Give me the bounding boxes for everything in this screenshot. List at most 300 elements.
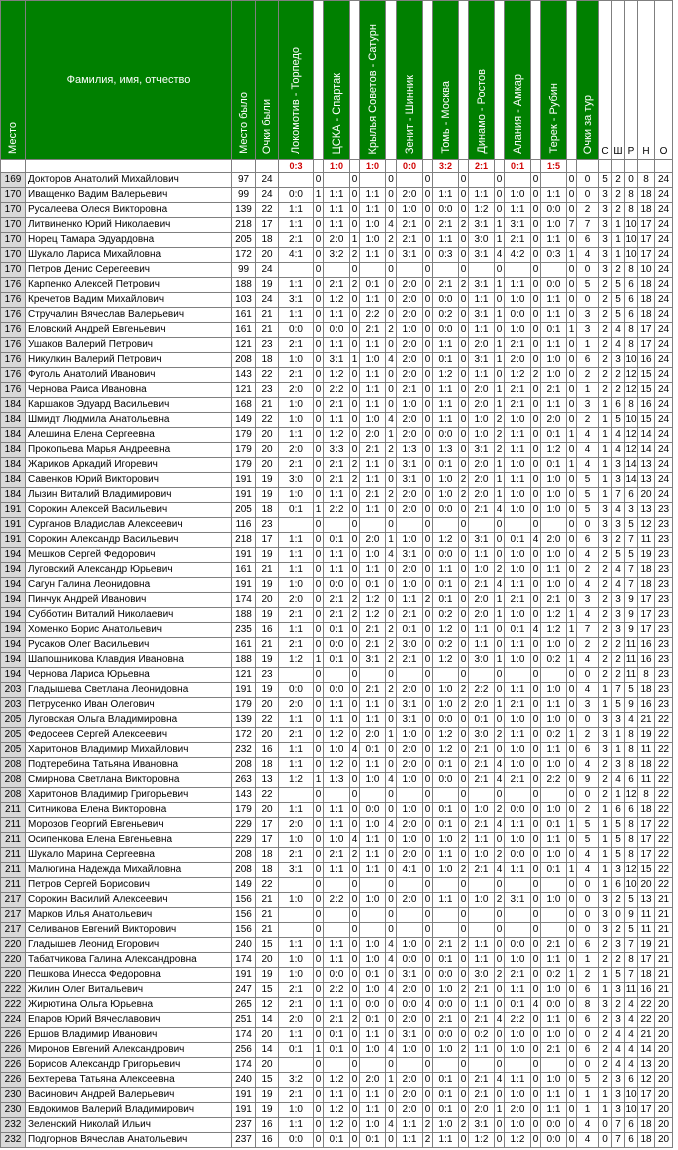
name-cell: Федосеев Сергей Алексеевич <box>26 728 232 743</box>
bonus-5: 0 <box>459 953 469 968</box>
bonus-3: 0 <box>386 368 397 383</box>
n-cell: 19 <box>638 548 655 563</box>
r-cell: 12 <box>625 788 638 803</box>
bonus-5: 0 <box>459 818 469 833</box>
bonus-5: 0 <box>459 368 469 383</box>
tour-points-cell: 4 <box>577 1133 599 1148</box>
bonus-8: 0 <box>567 503 577 518</box>
bonus-3: 0 <box>386 173 397 188</box>
bonus-6: 1 <box>495 398 505 413</box>
o-cell: 20 <box>655 1118 673 1133</box>
table-row <box>1 608 673 623</box>
bonus-7: 0 <box>531 698 541 713</box>
points-before-cell: 20 <box>256 698 279 713</box>
name-cell: Харитонов Владимир Михайлович <box>26 743 232 758</box>
bonus-3: 0 <box>386 203 397 218</box>
bonus-2: 0 <box>350 983 360 998</box>
prediction-5: 2:1 <box>433 1013 459 1028</box>
bonus-6: 0 <box>495 293 505 308</box>
prediction-7: 4:2 <box>505 248 531 263</box>
header-row <box>1 1 673 160</box>
tour-points-cell: 9 <box>577 773 599 788</box>
rank-cell: 222 <box>1 983 26 998</box>
bonus-7: 0 <box>531 743 541 758</box>
prediction-4: 1:0 <box>397 533 423 548</box>
prediction-5: 1:2 <box>433 728 459 743</box>
prediction-4: 2:0 <box>397 848 423 863</box>
prediction-6: 2:1 <box>469 773 495 788</box>
bonus-8: 0 <box>567 353 577 368</box>
prediction-5: 1:0 <box>433 683 459 698</box>
prediction-3: 1:0 <box>360 893 386 908</box>
place-before-cell: 161 <box>232 308 256 323</box>
r-cell: 4 <box>625 1058 638 1073</box>
bonus-8: 0 <box>567 893 577 908</box>
rank-cell: 211 <box>1 863 26 878</box>
bonus-5: 0 <box>459 848 469 863</box>
prediction-8: 2:0 <box>541 533 567 548</box>
bonus-8: 0 <box>567 398 577 413</box>
prediction-8: 2:1 <box>541 593 567 608</box>
prediction-8 <box>541 908 567 923</box>
sh-cell: 2 <box>612 188 625 203</box>
table-row <box>1 863 673 878</box>
bonus-7: 0 <box>531 1088 541 1103</box>
points-before-cell: 20 <box>256 428 279 443</box>
bonus-6: 1 <box>495 353 505 368</box>
c-cell: 1 <box>599 833 612 848</box>
rank-cell: 191 <box>1 518 26 533</box>
prediction-8: 1:0 <box>541 893 567 908</box>
prediction-5: 1:2 <box>433 533 459 548</box>
points-before-cell: 24 <box>256 263 279 278</box>
tour-points-cell: 1 <box>577 1103 599 1118</box>
prediction-2: 2:2 <box>324 503 350 518</box>
bonus-2: 0 <box>350 563 360 578</box>
bonus-6: 0 <box>495 323 505 338</box>
place-before-cell: 208 <box>232 863 256 878</box>
prediction-2: 3:3 <box>324 443 350 458</box>
table-row <box>1 623 673 638</box>
prediction-6: 1:1 <box>469 1043 495 1058</box>
n-cell: 8 <box>638 173 655 188</box>
bonus-3: 0 <box>386 263 397 278</box>
prediction-1: 1:2 <box>279 773 314 788</box>
bonus-5: 0 <box>459 923 469 938</box>
prediction-4 <box>397 788 423 803</box>
bonus-8: 0 <box>567 533 577 548</box>
bonus-4: 0 <box>423 263 433 278</box>
rank-cell: 194 <box>1 653 26 668</box>
prediction-3 <box>360 908 386 923</box>
bonus-1: 0 <box>314 623 324 638</box>
bonus-6: 0 <box>495 1043 505 1058</box>
bonus-8: 0 <box>567 833 577 848</box>
bonus-5: 0 <box>459 353 469 368</box>
prediction-2: 1:1 <box>324 953 350 968</box>
place-before-cell: 174 <box>232 593 256 608</box>
name-cell: Петров Денис Серегеевич <box>26 263 232 278</box>
prediction-4: 3:1 <box>397 713 423 728</box>
bonus-1: 0 <box>314 353 324 368</box>
tour-points-cell: 6 <box>577 1043 599 1058</box>
place-before-cell: 263 <box>232 773 256 788</box>
prediction-3: 1:0 <box>360 413 386 428</box>
bonus-7: 0 <box>531 458 541 473</box>
bonus-8: 0 <box>567 683 577 698</box>
prediction-7: 1:0 <box>505 413 531 428</box>
prediction-2: 1:1 <box>324 338 350 353</box>
table-row <box>1 953 673 968</box>
tour-points-cell: 1 <box>577 953 599 968</box>
place-before-cell: 156 <box>232 893 256 908</box>
c-cell: 2 <box>599 293 612 308</box>
sh-cell: 7 <box>612 1133 625 1148</box>
prediction-3: 0:1 <box>360 743 386 758</box>
points-before-cell: 16 <box>256 743 279 758</box>
n-cell: 18 <box>638 308 655 323</box>
name-cell: Докторов Анатолий Михайлович <box>26 173 232 188</box>
prediction-8: 0:1 <box>541 863 567 878</box>
prediction-3: 2:1 <box>360 623 386 638</box>
bonus-4: 0 <box>423 1013 433 1028</box>
points-before-cell: 19 <box>256 968 279 983</box>
sh-cell: 2 <box>612 668 625 683</box>
sh-cell: 2 <box>612 263 625 278</box>
place-before-cell: 168 <box>232 398 256 413</box>
prediction-7: 1:2 <box>505 1133 531 1148</box>
bonus-1: 0 <box>314 548 324 563</box>
prediction-1: 2:0 <box>279 383 314 398</box>
prediction-4: 0:0 <box>397 998 423 1013</box>
rank-cell: 208 <box>1 788 26 803</box>
prediction-8: 1:1 <box>541 698 567 713</box>
bonus-4: 0 <box>423 518 433 533</box>
prediction-2: 0:1 <box>324 1133 350 1148</box>
o-cell: 24 <box>655 398 673 413</box>
bonus-4: 0 <box>423 623 433 638</box>
match-result-5: 3:2 <box>433 160 459 173</box>
prediction-8: 1:2 <box>541 443 567 458</box>
bonus-2: 0 <box>350 623 360 638</box>
c-cell: 3 <box>599 503 612 518</box>
points-before-cell: 21 <box>256 398 279 413</box>
bonus-6: 2 <box>495 728 505 743</box>
match-result-3: 1:0 <box>360 160 386 173</box>
tour-points-cell: 4 <box>577 578 599 593</box>
name-cell: Никулкин Валерий Петрович <box>26 353 232 368</box>
tour-points-cell: 2 <box>577 803 599 818</box>
bonus-5: 2 <box>459 833 469 848</box>
prediction-2: 2:2 <box>324 383 350 398</box>
bonus-8: 0 <box>567 668 577 683</box>
rank-cell: 211 <box>1 803 26 818</box>
bonus-6: 1 <box>495 458 505 473</box>
n-cell: 12 <box>638 1073 655 1088</box>
points-before-cell: 12 <box>256 998 279 1013</box>
table-row <box>1 1058 673 1073</box>
header-match-6: Динамо - Ростов <box>469 1 495 160</box>
bonus-8: 0 <box>567 548 577 563</box>
prediction-7: 1:1 <box>505 203 531 218</box>
bonus-3: 4 <box>386 818 397 833</box>
points-before-cell: 22 <box>256 413 279 428</box>
prediction-3: 0:1 <box>360 1013 386 1028</box>
r-cell: 4 <box>625 1043 638 1058</box>
bonus-2: 4 <box>350 833 360 848</box>
place-before-cell: 251 <box>232 1013 256 1028</box>
o-cell: 22 <box>655 758 673 773</box>
sh-cell: 1 <box>612 788 625 803</box>
bonus-1: 0 <box>314 218 324 233</box>
prediction-6: 2:0 <box>469 473 495 488</box>
r-cell: 14 <box>625 458 638 473</box>
prediction-2: 1:2 <box>324 428 350 443</box>
place-before-cell: 188 <box>232 278 256 293</box>
c-cell: 3 <box>599 713 612 728</box>
o-cell: 23 <box>655 608 673 623</box>
prediction-3: 1:1 <box>360 398 386 413</box>
rank-cell: 208 <box>1 773 26 788</box>
bonus-4: 0 <box>423 248 433 263</box>
bonus-8: 0 <box>567 473 577 488</box>
rank-cell: 222 <box>1 998 26 1013</box>
o-cell: 22 <box>655 818 673 833</box>
table-row <box>1 398 673 413</box>
tour-points-cell: 2 <box>577 638 599 653</box>
sh-cell: 3 <box>612 938 625 953</box>
tour-points-cell: 6 <box>577 233 599 248</box>
points-before-cell: 17 <box>256 533 279 548</box>
prediction-4: 2:0 <box>397 188 423 203</box>
prediction-1: 1:1 <box>279 218 314 233</box>
bonus-5: 2 <box>459 1118 469 1133</box>
bonus-7: 0 <box>531 773 541 788</box>
bonus-2: 0 <box>350 548 360 563</box>
sh-cell: 4 <box>612 338 625 353</box>
r-cell: 10 <box>625 1088 638 1103</box>
prediction-7: 1:0 <box>505 1043 531 1058</box>
prediction-5 <box>433 923 459 938</box>
bonus-2: 1 <box>350 353 360 368</box>
bonus-8: 0 <box>567 848 577 863</box>
prediction-7: 1:1 <box>505 728 531 743</box>
rank-cell: 220 <box>1 953 26 968</box>
bonus-6: 1 <box>495 608 505 623</box>
o-cell: 20 <box>655 1133 673 1148</box>
prediction-6 <box>469 173 495 188</box>
n-cell: 16 <box>638 638 655 653</box>
bonus-3: 0 <box>386 1088 397 1103</box>
r-cell: 5 <box>625 683 638 698</box>
n-cell: 13 <box>638 473 655 488</box>
bonus-3: 4 <box>386 1118 397 1133</box>
table-row <box>1 908 673 923</box>
points-before-cell: 21 <box>256 893 279 908</box>
bonus-6: 2 <box>495 848 505 863</box>
prediction-3 <box>360 923 386 938</box>
name-cell: Лызин Виталий Владимирович <box>26 488 232 503</box>
name-cell: Пешкова Инесса Федоровна <box>26 968 232 983</box>
prediction-5: 0:0 <box>433 503 459 518</box>
tour-points-cell: 4 <box>577 653 599 668</box>
bonus-7: 0 <box>531 863 541 878</box>
bonus-5: 0 <box>459 728 469 743</box>
bonus-4: 0 <box>423 878 433 893</box>
prediction-5: 0:1 <box>433 953 459 968</box>
rank-cell: 224 <box>1 1013 26 1028</box>
rank-cell: 194 <box>1 593 26 608</box>
n-cell: 15 <box>638 368 655 383</box>
rank-cell: 176 <box>1 353 26 368</box>
tour-points-cell: 4 <box>577 848 599 863</box>
c-cell: 1 <box>599 818 612 833</box>
bonus-1: 1 <box>314 188 324 203</box>
prediction-7: 1:0 <box>505 608 531 623</box>
prediction-3: 1:1 <box>360 1103 386 1118</box>
prediction-8 <box>541 878 567 893</box>
header-gap <box>423 1 433 160</box>
r-cell: 9 <box>625 623 638 638</box>
prediction-6: 3:1 <box>469 1118 495 1133</box>
sh-cell: 2 <box>612 173 625 188</box>
n-cell: 19 <box>638 938 655 953</box>
prediction-7: 1:0 <box>505 323 531 338</box>
prediction-2: 1:1 <box>324 1088 350 1103</box>
rank-cell: 176 <box>1 383 26 398</box>
points-before-cell: 22 <box>256 203 279 218</box>
bonus-7: 0 <box>531 338 541 353</box>
bonus-1: 0 <box>314 413 324 428</box>
prediction-8: 1:2 <box>541 608 567 623</box>
rank-cell: 176 <box>1 338 26 353</box>
results-blank <box>495 160 505 173</box>
rank-cell: 194 <box>1 638 26 653</box>
prediction-3 <box>360 1058 386 1073</box>
points-before-cell: 21 <box>256 323 279 338</box>
sh-cell: 2 <box>612 203 625 218</box>
c-cell: 2 <box>599 563 612 578</box>
c-cell: 2 <box>599 308 612 323</box>
sh-cell: 4 <box>612 443 625 458</box>
prediction-4: 2:1 <box>397 218 423 233</box>
tour-points-cell: 0 <box>577 188 599 203</box>
prediction-2: 2:1 <box>324 473 350 488</box>
results-blank <box>625 160 638 173</box>
table-row <box>1 1073 673 1088</box>
prediction-5: 0:0 <box>433 323 459 338</box>
place-before-cell: 174 <box>232 1058 256 1073</box>
o-cell: 22 <box>655 743 673 758</box>
prediction-3: 1:1 <box>360 293 386 308</box>
prediction-4: 2:0 <box>397 488 423 503</box>
prediction-8: 1:0 <box>541 473 567 488</box>
bonus-2: 0 <box>350 788 360 803</box>
prediction-6: 2:0 <box>469 488 495 503</box>
prediction-6: 1:1 <box>469 833 495 848</box>
prediction-7: 1:1 <box>505 428 531 443</box>
prediction-4: 1:3 <box>397 443 423 458</box>
bonus-5: 0 <box>459 1103 469 1118</box>
place-before-cell: 161 <box>232 638 256 653</box>
n-cell: 13 <box>638 503 655 518</box>
place-before-cell: 265 <box>232 998 256 1013</box>
prediction-4: 1:0 <box>397 773 423 788</box>
points-before-cell: 14 <box>256 1043 279 1058</box>
bonus-8: 0 <box>567 743 577 758</box>
bonus-5: 0 <box>459 1058 469 1073</box>
c-cell: 1 <box>599 443 612 458</box>
bonus-4: 0 <box>423 323 433 338</box>
bonus-8: 0 <box>567 938 577 953</box>
bonus-3: 0 <box>386 848 397 863</box>
prediction-1: 0:0 <box>279 323 314 338</box>
c-cell: 3 <box>599 743 612 758</box>
prediction-1: 3:2 <box>279 1073 314 1088</box>
bonus-6: 0 <box>495 1118 505 1133</box>
prediction-8: 0:0 <box>541 278 567 293</box>
c-cell: 2 <box>599 593 612 608</box>
rank-cell: 176 <box>1 368 26 383</box>
name-cell: Петрусенко Иван Олегович <box>26 698 232 713</box>
n-cell: 8 <box>638 668 655 683</box>
n-cell: 18 <box>638 758 655 773</box>
prediction-7: 1:0 <box>505 548 531 563</box>
bonus-2: 2 <box>350 278 360 293</box>
r-cell: 14 <box>625 473 638 488</box>
prediction-6 <box>469 668 495 683</box>
c-cell: 2 <box>599 1058 612 1073</box>
place-before-cell: 191 <box>232 488 256 503</box>
prediction-8: 0:1 <box>541 818 567 833</box>
place-before-cell: 143 <box>232 788 256 803</box>
c-cell: 1 <box>599 488 612 503</box>
bonus-8: 1 <box>567 653 577 668</box>
prediction-8: 0:2 <box>541 968 567 983</box>
points-before-cell: 16 <box>256 1118 279 1133</box>
o-cell: 24 <box>655 458 673 473</box>
bonus-8: 0 <box>567 338 577 353</box>
prediction-7: 2:1 <box>505 338 531 353</box>
bonus-7: 0 <box>531 1133 541 1148</box>
o-cell: 23 <box>655 578 673 593</box>
bonus-1: 0 <box>314 848 324 863</box>
prediction-3: 1:0 <box>360 818 386 833</box>
bonus-6: 2 <box>495 413 505 428</box>
bonus-8: 0 <box>567 878 577 893</box>
prediction-8: 1:0 <box>541 488 567 503</box>
n-cell: 17 <box>638 953 655 968</box>
table-row <box>1 1013 673 1028</box>
bonus-6: 1 <box>495 698 505 713</box>
bonus-4: 0 <box>423 173 433 188</box>
o-cell: 24 <box>655 248 673 263</box>
bonus-6: 2 <box>495 443 505 458</box>
bonus-3: 0 <box>386 833 397 848</box>
prediction-6: 3:1 <box>469 533 495 548</box>
prediction-7: 1:1 <box>505 278 531 293</box>
prediction-8: 0:1 <box>541 428 567 443</box>
bonus-2: 0 <box>350 413 360 428</box>
table-row <box>1 173 673 188</box>
c-cell: 2 <box>599 353 612 368</box>
table-row <box>1 443 673 458</box>
bonus-2: 0 <box>350 518 360 533</box>
n-cell: 13 <box>638 458 655 473</box>
bonus-7: 0 <box>531 968 541 983</box>
bonus-8: 1 <box>567 968 577 983</box>
results-blank <box>459 160 469 173</box>
